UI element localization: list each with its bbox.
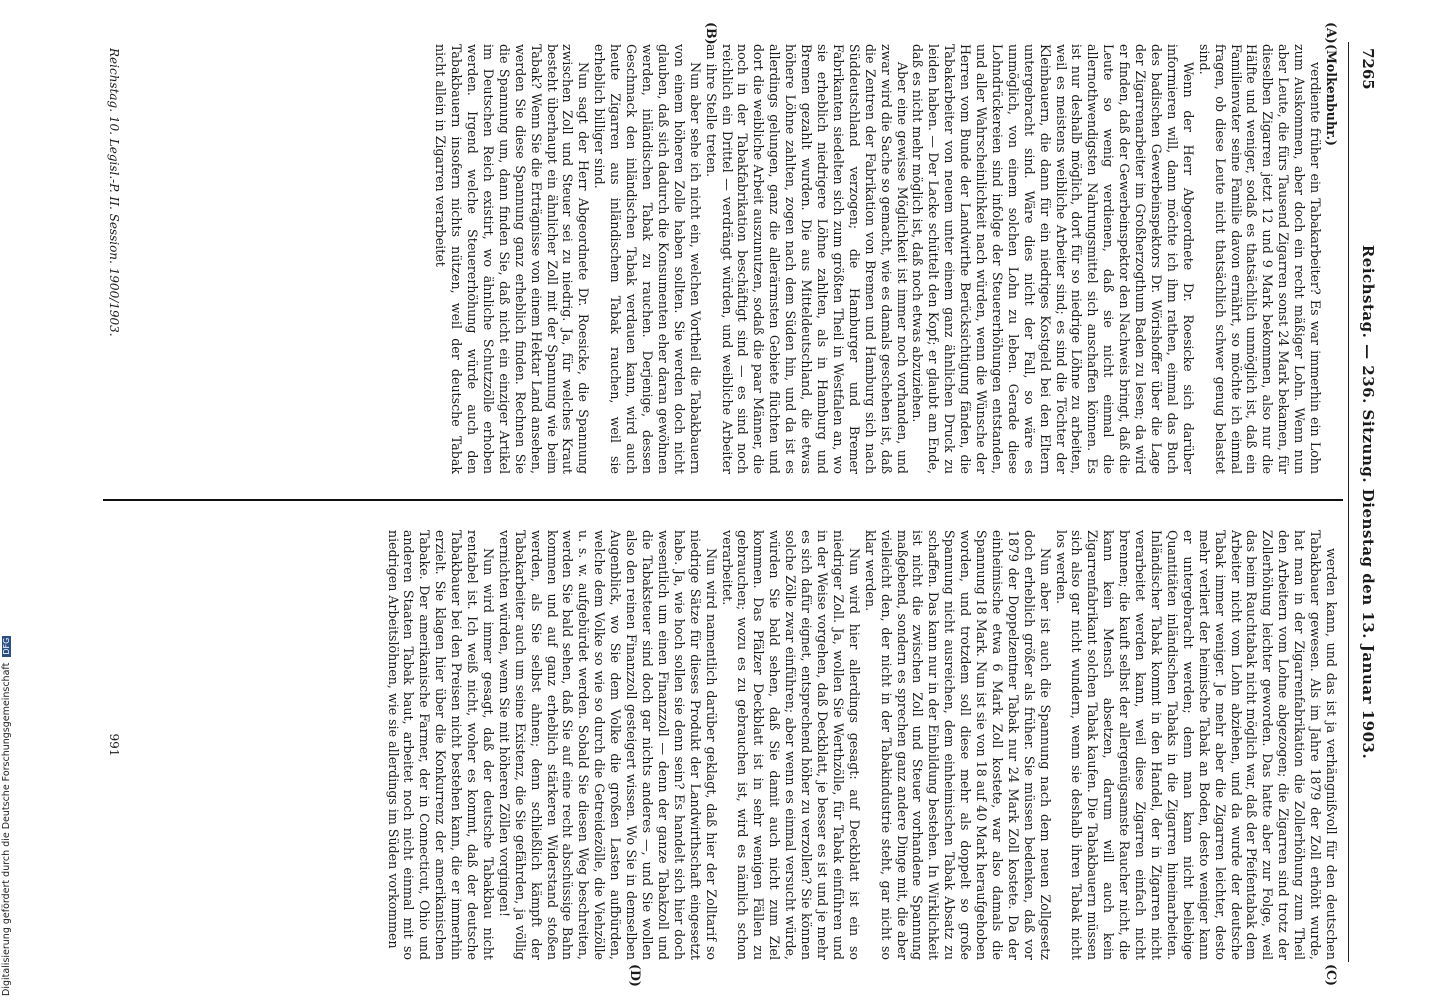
left-paragraph: Nun sagt der Herr Abgeordnete Dr. Roesicke, die Spannung zwischen Zoll und Steuer sei zu niedrig. Ja, für welches Kraut besteht überhaupt ein ähnlicher Zoll mit der Spannung wie beim Tabak? Wenn Sie die Erträgnisse von einem Hektar Land ansehen, werden Sie diese Spannung ganz erheblich finden. Rechnen Sie die Spannung um, dann finden Sie, daß nicht ein einziger Artikel im Deutschen Reich existirt, wo ähnliche Schutzzölle erhoben werden. Irgend welche Steuererhöhung würde auch den Tabakbauern insofern nichts nützen, weil der deutsche Tabak nicht allein in Zigarren verarbeitet — [433, 44, 592, 474]
margin-marker-d: (D) — [628, 964, 643, 987]
right-paragraph: Nun wird immer gesagt, daß der deutsche Tabakbau nicht rentabel ist. Ich weiß nicht, woher es kommt, daß der deutsche Tabakbauer bei den Preisen nicht bestehen kann, die er immerhin erzielt. Sie klagen hier über die Konkurrenz der amerikanischen Tabake. Der amerikanische Farmer, der in Connecticut, Ohio und anderen Staaten Tabak baut, arbeitet noch nicht einmal mit so niedrigen Arbeitslöhnen, wie sie allerdings im Süden vorkommen — [385, 530, 496, 960]
left-paragraph: Wenn der Herr Abgeordnete Dr. Roesicke sich darüber informieren will, dann möchte ich ihm rathen, einmal das Buch des badischen Gewerbeinspektors Dr. Wörishoffer über die Lage der Zigarrenarbeiter im Großherzogthum Baden zu lesen; da wird er finden, daß der Gewerbeinspektor den Nachweis bringt, daß die Leute so wenig verdienen, daß sie nicht einmal die allernothwendigsten Nahrungsmittel sich anschaffen können. Es ist nur deshalb möglich, dort für so niedrige Löhne zu arbeiten, weil es meistens weibliche Arbeiter sind; es sind die Töchter der Kleinbauern, die dann für ein niedriges Kostgeld bei den Eltern untergebracht sind. Wäre dies nicht der Fall, so wäre es unmöglich, von einem solchen Lohn zu leben. Gerade diese Lohndrückereien sind infolge der Steuererhöhungen entstanden, und aller Wahrscheinlichkeit nach würden, wenn die Wünsche der Herren vom Bunde der Landwirthe Berücksichtigung fänden, die Tabakarbeiter von neuem unter einem ganz ähnlichen Druck zu leiden haben. — Der Lacke schüttelt den Kopf; er glaubt am Ende, daß es nicht mehr möglich ist, daß noch etwas abzuziehen. — [910, 44, 1196, 474]
right-paragraph: werden kann, und das ist ja verhängnißvoll für den deutschen Tabakbauer gewesen. Als im Jahre 1879 der Zoll erhöht wurde, hat man in der Zigarrenfabrikation die Zollerhöhung zum Theil den Arbeitern vom Lohne abgezogen; die Zigarren sind trotz der Zollerhöhung leichter geworden. Das hatte aber zur Folge, weil das beim Rauchtabak nicht möglich war, daß der Pfeifentabak dem Arbeiter nicht vom Lohn abziehen, und da wurde der deutsche Tabak immer weniger. Je mehr aber die Zigarren leichter, desto mehr verliert der heimische Tabak an Boden, desto weniger kann er untergebracht werden; denn man kann nicht beliebige Quantitäten inländischen Tabaks in die Zigarren hineinarbeiten. Inländischer Tabak kommt in den Handel, der in Zigarren nicht verarbeitet werden kann, weil diese Zigarren einfach nicht brennen; die kauft selbst der allergenügsamste Raucher nicht, die kann kein Mensch absetzen, darum will auch kein Zigarrenfabrikant solchen Tabak kaufen. Die Tabakbauern müssen sich also gar nicht wundern, wenn sie deshalb ihren Tabak nicht los werden. — [1053, 530, 1339, 960]
header-page-number: 7265 — [1359, 48, 1377, 90]
speaker-label: (Molkenbuhr.) — [1324, 44, 1339, 146]
left-paragraph: Nun aber sehe ich nicht ein, welchen Vortheil die Tabakbauern von einem höheren Zolle haben sollten. Sie werden doch nicht glauben, daß sich dadurch die Konsumenten eher daran gewöhnen werden, inländischen Tabak zu rauchen. Derjenige, dessen Geschmack den inländischen Tabak verdauen kann, wird auch heute Zigarren aus inländischem Tabak rauchen, weil sie erheblich billiger sind. — [592, 44, 703, 474]
left-paragraph: Aber eine gewisse Möglichkeit ist immer noch vorhanden, und zwar wird die Sache so gemacht, wie es damals geschehen ist, daß die Zentren der Fabrikation von Bremen und Hamburg sich nach Süddeutschland verzogen; die Hamburger und Bremer Fabrikanten siedelten sich zum größten Theil in Westfalen an, wo sie erheblich niedrigere Löhne zahlten, als in Hamburg und Bremen gezahlt wurden. Die aus Mitteldeutschland, die etwas höhere Löhne zahlten, zogen nach dem Süden hin, und da ist es allerdings gelungen, ganz die allerärmsten Gebiete flüchten und dort die weibliche Arbeit auszunutzen, sodaß die paar Männer, die noch in der Tabakfabrikation beschäftigt sind — es sind noch reichlich ein Drittel — verdrängt würden, und weibliche Arbeiter an ihre Stelle treten. — [703, 44, 910, 474]
margin-marker-c: (C) — [1324, 964, 1339, 986]
margin-marker-a: (A) — [1324, 22, 1339, 44]
header-title: Reichstag. — 236. Sitzung. Dienstag den 13. Januar 1903. — [1359, 244, 1377, 760]
page-header — [1347, 22, 1383, 982]
header-rule — [1348, 42, 1349, 962]
left-paragraph: verdiente früher ein Tabakarbeiter? Es war immerhin ein Lohn zum Auskommen, aber doch ein recht mäßiger Lohn. Wenn nun aber Leute, die fürs Tausend Zigarren sonst 24 Mark bekamen, für dieselben Zigarren jetzt 12 und 9 Mark bekommen, also nur die Hälfte und weniger, sodaß es thatsächlich unmöglich ist, daß ein Familienvater seine Familie davon ernährt, so möchte ich einmal fragen, ob diese Leute nicht thatsächlich schwer genug belastet sind. — [1196, 44, 1324, 474]
right-paragraph: Nun aber ist auch die Spannung nach dem neuen Zollgesetz doch erheblich größer als früher. Sie müssen bedenken, daß vor 1879 der Doppelzentner Tabak nur 24 Mark Zoll kostete. Da der einheimische etwa 6 Mark Zoll kostete, war also damals die Spannung 18 Mark. Nun ist sie von 18 auf 40 Mark heraufgehoben worden, und trotzdem soll diese mehr als doppelt so große Spannung nicht ausreichen, dem einheimischen Tabak Absatz zu schaffen. Das kann nur in der Einbildung bestehen. In Wirklichkeit ist nicht die zwischen Zoll und Steuer vorhandene Spannung maßgebend, sondern es sprechen ganz andere Dinge mit, die aber vielleicht den, der nicht in der Tabakindustrie steht, gar nicht so klar werden. — [862, 530, 1053, 960]
right-column — [129, 530, 1339, 960]
right-paragraph: Nun wird namentlich darüber geklagt, daß hier der Zolltarif so niedrige Sätze für dieses Produkt der Landwirthschaft eingesetzt habe. Ja, wie hoch sollen sie denn sein? Es handelt sich hier doch wesentlich um einen Finanzzoll — denn der ganze Tabakzoll und die Tabaksteuer sind doch gar nichts anderes —, und Sie wollen also den reinen Finanzzoll gesteigert wissen. Wo Sie in demselben Augenblick, wo Sie dem Volke die großen Lasten aufbürden, welche dem Volke so wie so durch die Getreidezölle, die Viehzölle u. s. w. aufgebürdet werden. Sobald Sie diesen Weg beschreiten, werden Sie bald sehen, daß Sie auf eine recht abschüssige Bahn kommen und auf ganz erheblich stärkeren Widerstand stoßen werden, als Sie selbst ahnen; denn schließlich kämpft der Tabakarbeiter auch um seine Existenz, die Sie gefährden, ja völlig vernichten würden, wenn Sie mit höheren Zöllen vorgingen! — [496, 530, 719, 960]
digitization-credit-text: Digitalisierung gefördert durch die Deutsche Forschungsgemeinschaft — [1, 662, 12, 996]
page-number: 991 — [107, 733, 121, 757]
dfg-logo: DFG — [2, 637, 11, 655]
right-paragraph: Nun wird hier allerdings gesagt: auf Deckblatt ist ein so niedriger Zoll. Ja, wollen Sie Werthzölle, für Tabak einführen und in der Weise vorgehen, daß Deckblatt, je besser es ist und je mehr es sich dafür eignet, entsprechend höher zu verzollen? Sie können solche Zölle zwar einführen; aber wenn es einmal versucht würde, würden Sie bald sehen, daß Sie damit auch nicht zum Ziel kommen. Das Pfälzer Deckblatt ist in sehr wenigen Fällen zu gebrauchen; wozu es zu gebrauchen ist, wird es nämlich schon verarbeitet. — [719, 530, 862, 960]
digitization-credit — [1, 636, 12, 996]
rotated-page — [83, 22, 1383, 987]
margin-marker-b: (B) — [704, 22, 719, 45]
page-footer: Reichstag. 10. Legisl.-P. II. Session. 1900/1903. — [107, 48, 121, 337]
column-separator — [103, 499, 1343, 501]
left-column — [129, 44, 1339, 474]
